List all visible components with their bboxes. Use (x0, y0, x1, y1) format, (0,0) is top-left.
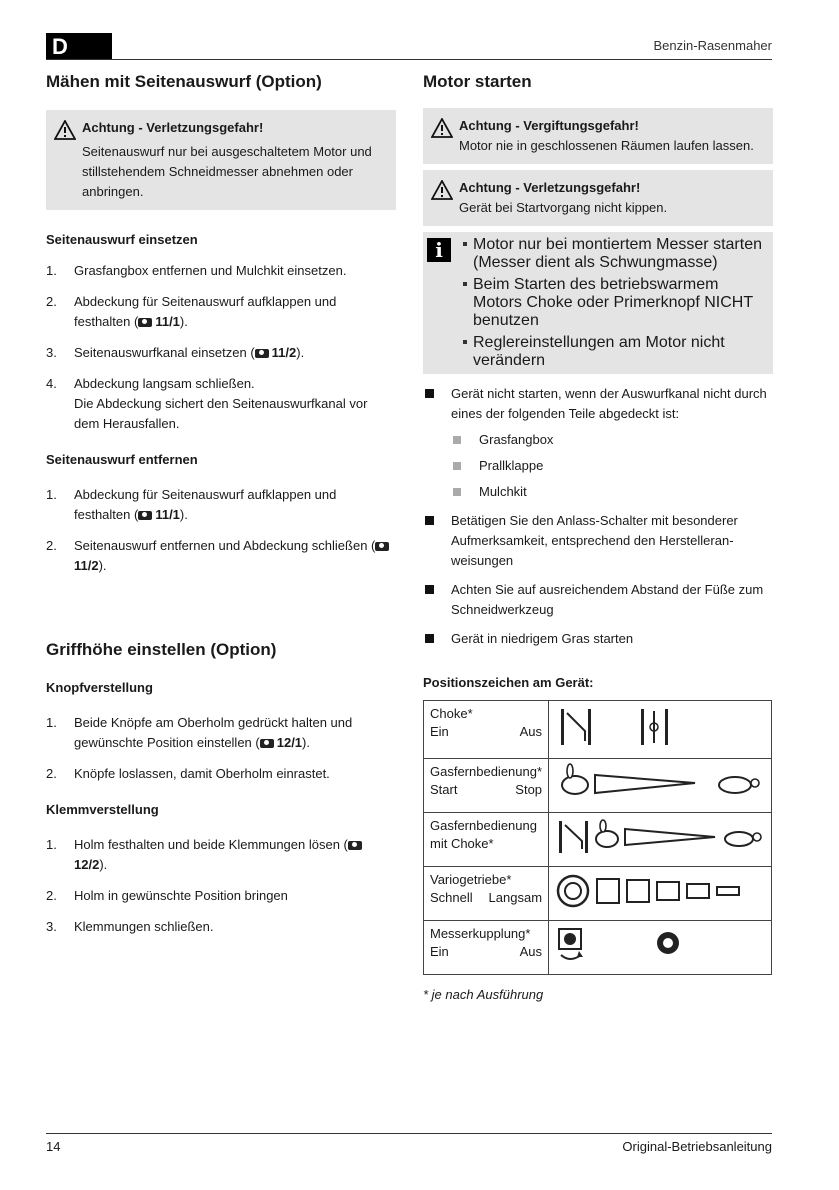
warning-body: Motor nie in geschlossenen Räumen laufen lassen. (459, 138, 754, 153)
sub-bullets (423, 430, 773, 502)
footnote: * je nach Ausführung (423, 987, 544, 1002)
table-row (424, 867, 772, 921)
warning-box-poison (423, 108, 773, 164)
document-title: Benzin-Rasenmaher (653, 38, 772, 53)
step-number: 2. (46, 766, 57, 781)
row-label: Messerkupplung* (430, 926, 531, 941)
row-left-label: Start (430, 782, 458, 797)
steps-knopfverstellung (46, 713, 396, 784)
warning-box-injury (46, 110, 396, 210)
camera-icon (138, 318, 152, 327)
row-left-label: Ein (430, 724, 449, 739)
info-text: Beim Starten des betriebswarmem Motors Choke oder Primerknopf NICHT benutzen (473, 276, 753, 329)
step-text-end: ). (179, 507, 188, 522)
table-symbol-cell (549, 867, 772, 921)
bullet-item (423, 580, 773, 620)
info-icon: i (427, 238, 451, 262)
figure-ref: 11/1 (155, 314, 180, 329)
section-title-motor-starten: Motor starten (423, 72, 532, 91)
bullet-item (423, 384, 773, 502)
footer-text: Original-Betriebsanleitung (622, 1139, 772, 1154)
steps-entfernen (46, 485, 396, 576)
left-column (46, 66, 396, 948)
step-number: 3. (46, 919, 57, 934)
camera-icon (348, 841, 362, 850)
bullet-item (423, 511, 773, 571)
table-label-cell (424, 813, 549, 867)
sub-bullet-text: Grasfangbox (479, 432, 554, 447)
bullet-item (423, 629, 773, 649)
step-text-end: ). (98, 558, 107, 573)
table-symbol-cell (549, 759, 772, 813)
step-number: 1. (46, 715, 57, 730)
step-text-end: ). (99, 857, 108, 872)
step-text: Abdeckung langsam schließen. (74, 376, 255, 391)
steps-klemmverstellung (46, 835, 396, 937)
step-number: 1. (46, 837, 57, 852)
step-text: Seitenauswurfkanal einsetzen ( (74, 345, 255, 360)
warning-title: Achtung - Vergiftungsgefahr! (459, 118, 639, 133)
bullet-text: Gerät in niedrigem Gras starten (451, 631, 634, 646)
table-symbol-cell (549, 813, 772, 867)
row-right-label: Stop (515, 782, 543, 797)
step-text-end: ). (296, 345, 305, 360)
throttle-symbol-icon (555, 763, 765, 803)
sub-bullet-text: Mulchkit (479, 484, 527, 499)
table-symbol-cell (549, 701, 772, 759)
blade-clutch-symbol-icon (555, 925, 765, 965)
step-item (46, 536, 396, 576)
sub-bullet-text: Prallklappe (479, 458, 544, 473)
figure-ref: 12/1 (276, 735, 303, 750)
step-item (46, 343, 396, 363)
sub-bullet-item (423, 456, 773, 476)
step-item (46, 764, 396, 784)
step-item (46, 835, 396, 875)
camera-icon (138, 511, 152, 520)
figure-ref: 11/2 (271, 345, 297, 360)
step-item (46, 917, 396, 937)
table-label-cell (424, 759, 549, 813)
camera-icon (260, 739, 274, 748)
step-number: 2. (46, 888, 57, 903)
info-item (463, 236, 765, 272)
row-right-label: Langsam (488, 890, 543, 905)
figure-ref: 11/2 (74, 558, 99, 573)
step-number: 1. (46, 487, 57, 502)
step-text-end: ). (179, 314, 188, 329)
steps-einsetzen (46, 261, 396, 434)
info-box (423, 232, 773, 374)
step-text-end: ). (302, 735, 310, 750)
section-title-griffhoehe: Griffhöhe einstellen (Option) (46, 640, 277, 659)
warning-title: Achtung - Verletzungsgefahr! (82, 120, 264, 135)
table-title: Positionszeichen am Gerät: (423, 675, 594, 690)
warning-box-injury (423, 170, 773, 226)
subheading-knopfverstellung: Knopfverstellung (46, 680, 153, 695)
step-number: 1. (46, 263, 57, 278)
row-left-label: Ein (430, 944, 449, 959)
step-item (46, 713, 396, 753)
step-text: Abdeckung für Seitenauswurf aufklappen und festhalten ( (74, 487, 337, 522)
choke-symbol-icon (555, 705, 765, 749)
row-label: Variogetriebe* (430, 872, 512, 887)
step-item (46, 292, 396, 332)
header-divider (46, 59, 772, 60)
step-text: Knöpfe loslassen, damit Oberholm einrastet. (74, 766, 330, 781)
step-extra-text: Die Abdeckung sichert den Seitenauswurfkanal vor dem Herausfallen. (74, 396, 368, 431)
step-item (46, 886, 396, 906)
camera-icon (255, 349, 269, 358)
warning-title: Achtung - Verletzungsgefahr! (459, 180, 641, 195)
step-text: Seitenauswurf entfernen und Abdeckung schließen ( (74, 538, 376, 553)
warning-triangle-icon (431, 118, 453, 138)
info-item (463, 334, 765, 370)
step-text: Abdeckung für Seitenauswurf aufklappen und festhalten ( (74, 294, 337, 329)
subheading-seitenauswurf-entfernen: Seitenauswurf entfernen (46, 452, 198, 467)
sub-bullet-item (423, 482, 773, 502)
camera-icon (375, 542, 389, 551)
bullet-text: Gerät nicht starten, wenn der Auswurfkanal nicht durch eines der folgenden Teile abgedeckt ist: (451, 386, 767, 421)
footer-divider (46, 1133, 772, 1134)
step-item (46, 261, 396, 281)
subheading-seitenauswurf-einsetzen: Seitenauswurf einsetzen (46, 232, 198, 247)
start-bullets (423, 384, 773, 649)
step-number: 2. (46, 538, 57, 553)
table-row (424, 701, 772, 759)
throttle-choke-symbol-icon (555, 817, 765, 857)
step-text: Grasfangbox entfernen und Mulchkit einsetzen. (74, 263, 347, 278)
row-label: Choke* (430, 706, 473, 721)
table-row (424, 759, 772, 813)
page-number: 14 (46, 1139, 61, 1154)
step-text: Klemmungen schließen. (74, 919, 214, 934)
table-label-cell (424, 921, 549, 975)
warning-triangle-icon (431, 180, 453, 200)
bullet-text: Achten Sie auf ausreichendem Abstand der Füße zum Schneidwerkzeug (451, 582, 764, 617)
right-column (423, 66, 773, 1002)
step-text: Beide Knöpfe am Oberholm gedrückt halten und gewünschte Position einstellen ( (74, 715, 353, 750)
warning-body: Seitenauswurf nur bei ausgeschaltetem Motor und stillstehendem Schneidmesser abnehmen oder anbringen. (82, 144, 372, 199)
step-number: 3. (46, 345, 57, 360)
row-label-line2: mit Choke* (430, 836, 494, 851)
row-right-label: Aus (519, 944, 543, 959)
sub-bullet-item (423, 430, 773, 450)
info-text: Reglereinstellungen am Motor nicht verändern (473, 334, 725, 369)
info-text: Motor nur bei montiertem Messer starten (Messer dient als Schwungmasse) (473, 236, 762, 271)
table-row (424, 921, 772, 975)
figure-ref: 12/2 (74, 857, 100, 872)
row-label: Gasfernbedienung (430, 818, 537, 833)
step-text: Holm in gewünschte Position bringen (74, 888, 288, 903)
language-badge: D (46, 33, 112, 60)
section-title-seitenauswurf: Mähen mit Seitenauswurf (Option) (46, 72, 322, 91)
step-item (46, 374, 396, 434)
symbol-table (423, 700, 772, 975)
step-item (46, 485, 396, 525)
table-row (424, 813, 772, 867)
step-text: Holm festhalten und beide Klemmungen lösen ( (74, 837, 348, 852)
step-number: 4. (46, 376, 57, 391)
warning-body: Gerät bei Startvorgang nicht kippen. (459, 200, 668, 215)
warning-triangle-icon (54, 120, 76, 140)
table-symbol-cell (549, 921, 772, 975)
row-label: Gasfernbedienung* (430, 764, 543, 779)
row-right-label: Aus (519, 724, 543, 739)
figure-ref: 11/1 (155, 507, 180, 522)
row-left-label: Schnell (430, 890, 473, 905)
table-label-cell (424, 867, 549, 921)
bullet-text: Betätigen Sie den Anlass-Schalter mit besonderer Aufmerksamkeit, entsprechend den Herstelleran-weisungen (451, 513, 738, 568)
variogear-symbol-icon (555, 871, 765, 911)
subheading-klemmverstellung: Klemmverstellung (46, 802, 159, 817)
table-label-cell (424, 701, 549, 759)
info-item (463, 276, 765, 330)
step-number: 2. (46, 294, 57, 309)
